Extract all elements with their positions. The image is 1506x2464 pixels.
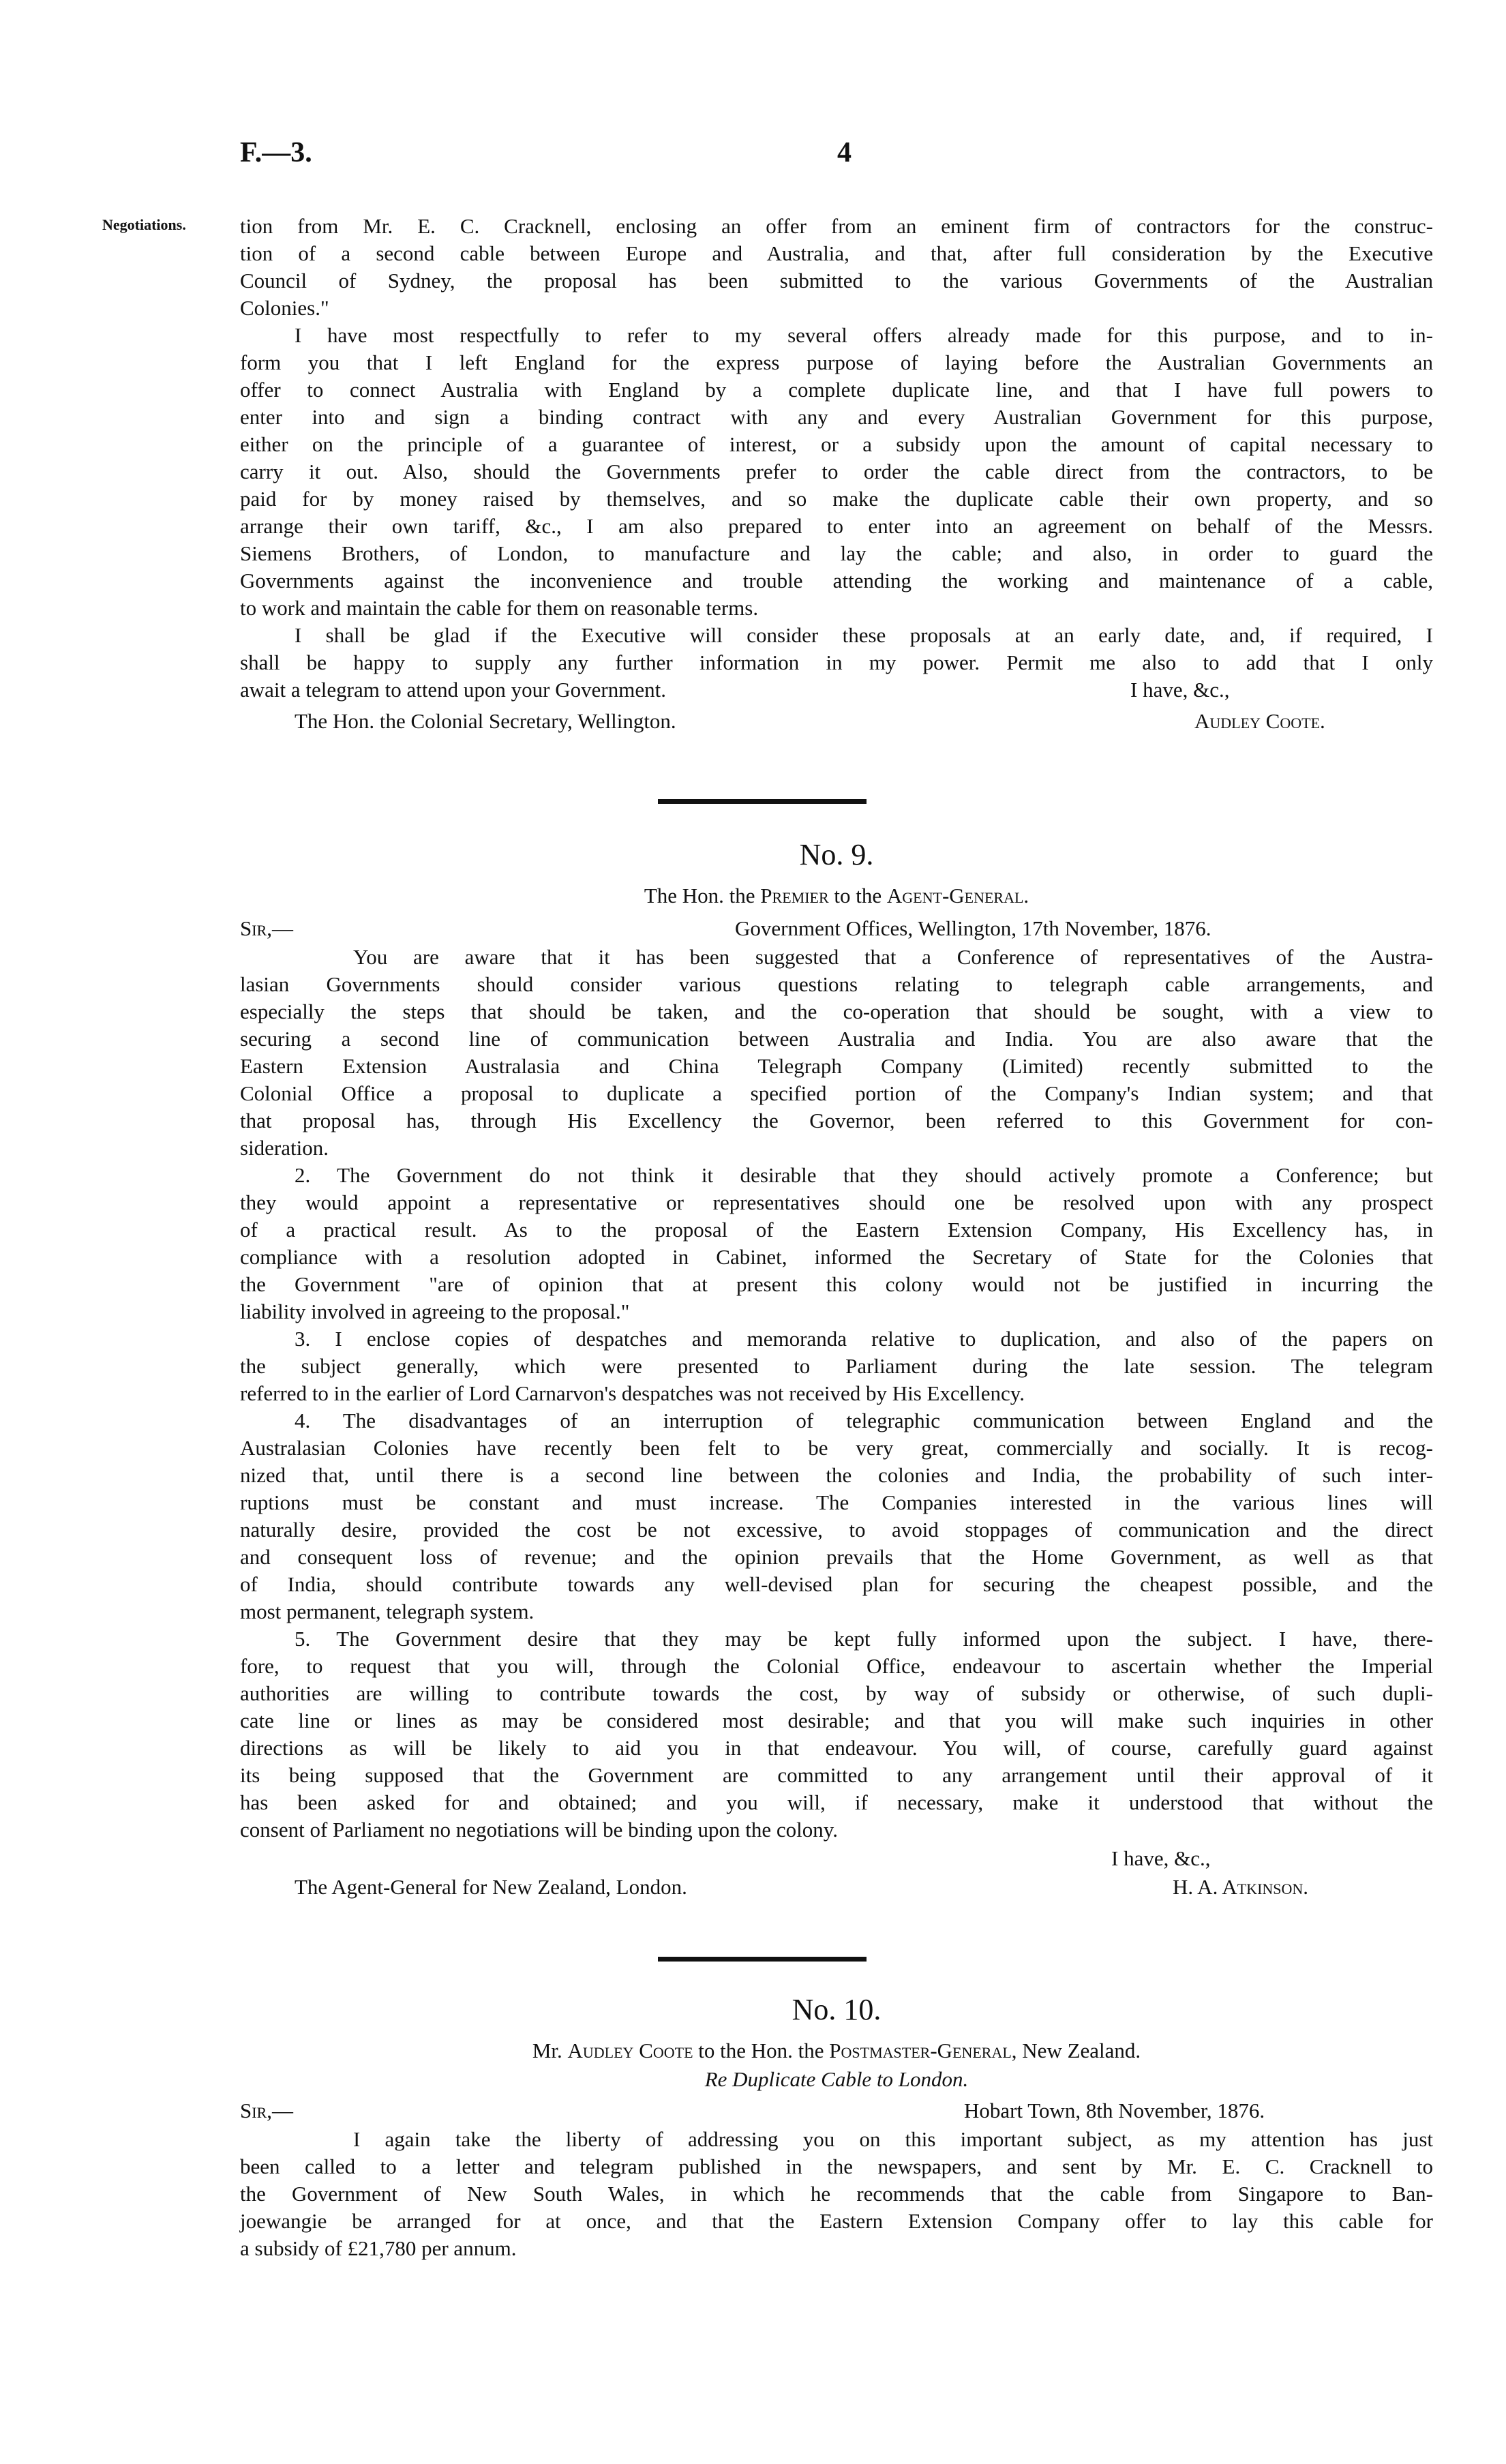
subheading-text: New Zealand.: [1022, 2039, 1141, 2062]
section-divider: [658, 799, 867, 804]
body-line: of India, should contribute towards any well-devised plan for securing the cheapest possible, and the: [240, 1572, 1433, 1596]
body-line: the subject generally, which were presented to Parliament during the late session. The telegram: [240, 1354, 1433, 1378]
body-line: authorities are willing to contribute towards the cost, by way of subsidy or otherwise, of such dupli-: [240, 1681, 1433, 1705]
body-line: been called to a letter and telegram published in the newspapers, and sent by Mr. E. C. Cracknell to: [240, 2154, 1433, 2178]
recipient-title: Postmaster-General,: [829, 2039, 1017, 2062]
salutation: Sir,—: [240, 2099, 293, 2122]
body-line: the Government of New South Wales, in which he recommends that the cable from Singapore to Ban-: [240, 2182, 1433, 2206]
body-line: of a practical result. As to the proposal of the Eastern Extension Company, His Excellency has, in: [240, 1218, 1433, 1242]
body-line: ruptions must be constant and must increase. The Companies interested in the various lines will: [240, 1490, 1433, 1514]
body-line: offer to connect Australia with England by a complete duplicate line, and that I have full powers to: [240, 378, 1433, 402]
body-line: most permanent, telegraph system.: [240, 1599, 534, 1623]
signature: H. A. Atkinson.: [1173, 1875, 1309, 1899]
addressee: The Agent-General for New Zealand, London.: [295, 1875, 687, 1899]
body-line: cate line or lines as may be considered most desirable; and that you will make such inquiries in other: [240, 1709, 1433, 1732]
body-line: especially the steps that should be taken, and the co-operation that should be sought, with a view to: [240, 1000, 1433, 1023]
body-line: 4. The disadvantages of an interruption of telegraphic communication between England and the: [295, 1409, 1433, 1432]
body-line: liability involved in agreeing to the proposal.": [240, 1299, 630, 1323]
subheading-text: The Hon. the: [644, 884, 755, 907]
body-line: 2. The Government do not think it desirable that they should actively promote a Conference; but: [295, 1163, 1433, 1187]
body-line: Australasian Colonies have recently been felt to be very great, commercially and socially. It is recog-: [240, 1436, 1433, 1460]
letter-number-heading: No. 10.: [792, 1993, 882, 2026]
letter-number-heading: No. 9.: [799, 838, 874, 871]
body-line: directions as will be likely to aid you in that endeavour. You will, of course, carefully guard against: [240, 1736, 1433, 1760]
body-line: Siemens Brothers, of London, to manufacture and lay the cable; and also, in order to guard the: [240, 541, 1433, 565]
body-line: I have most respectfully to refer to my several offers already made for this purpose, and to in-: [295, 323, 1433, 347]
body-line: Colonial Office a proposal to duplicate a specified portion of the Company's Indian system; and that: [240, 1081, 1433, 1105]
body-line: arrange their own tariff, &c., I am also prepared to enter into an agreement on behalf of the Messrs.: [240, 514, 1433, 538]
body-line: 5. The Government desire that they may be kept fully informed upon the subject. I have, there-: [295, 1627, 1433, 1651]
body-line: paid for by money raised by themselves, and so make the duplicate cable their own property, and so: [240, 487, 1433, 511]
body-line: I shall be glad if the Executive will consider these proposals at an early date, and, if required, I: [295, 623, 1433, 647]
body-line: compliance with a resolution adopted in Cabinet, informed the Secretary of State for the Colonies that: [240, 1245, 1433, 1269]
body-line: to work and maintain the cable for them on reasonable terms.: [240, 596, 759, 620]
body-line: enter into and sign a binding contract with any and every Australian Government for this purpose,: [240, 405, 1433, 429]
body-line: a subsidy of £21,780 per annum.: [240, 2236, 517, 2260]
salutation: Sir,—: [240, 916, 293, 940]
sender-name: Audley Coote: [567, 2039, 693, 2062]
body-line: form you that I left England for the express purpose of laying before the Australian Governments an: [240, 350, 1433, 374]
sender-title: Premier: [760, 884, 829, 907]
body-line: consent of Parliament no negotiations will be binding upon the colony.: [240, 1818, 839, 1842]
letter-subheading: [240, 2039, 1433, 2063]
body-line: naturally desire, provided the cost be not excessive, to avoid stoppages of communication and the direct: [240, 1518, 1433, 1542]
letter-subheading: [240, 884, 1433, 908]
body-line: Council of Sydney, the proposal has been submitted to the various Governments of the Australian: [240, 269, 1433, 292]
body-line: its being supposed that the Government are committed to any arrangement until their approval of it: [240, 1763, 1433, 1787]
section-divider: [658, 1957, 867, 1962]
body-line: either on the principle of a guarantee of interest, or a subsidy upon the amount of capital necessary to: [240, 432, 1433, 456]
body-line: that proposal has, through His Excellency the Governor, been referred to this Government for con-: [240, 1109, 1433, 1132]
signature: Audley Coote.: [1194, 709, 1325, 733]
subheading-text: Mr.: [532, 2039, 562, 2062]
body-line: await a telegram to attend upon your Government.: [240, 678, 666, 702]
body-line: fore, to request that you will, through the Colonial Office, endeavour to ascertain whether the Imperial: [240, 1654, 1433, 1678]
body-line: tion of a second cable between Europe and Australia, and that, after full consideration by the Executive: [240, 241, 1433, 265]
body-line: Governments against the inconvenience and trouble attending the working and maintenance of a cable,: [240, 569, 1433, 592]
body-line: referred to in the earlier of Lord Carnarvon's despatches was not received by His Excellency.: [240, 1381, 1025, 1405]
body-line: shall be happy to supply any further information in my power. Permit me also to add that I only: [240, 650, 1433, 674]
body-line: and consequent loss of revenue; and the opinion prevails that the Home Government, as well as that: [240, 1545, 1433, 1569]
closing: I have, &c.,: [1111, 1846, 1211, 1870]
body-line: Eastern Extension Australasia and China Telegraph Company (Limited) recently submitted to the: [240, 1054, 1433, 1078]
body-line: has been asked for and obtained; and you will, if necessary, make it understood that without the: [240, 1790, 1433, 1814]
addressee: The Hon. the Colonial Secretary, Wellington.: [295, 709, 676, 733]
letter-subject: Re Duplicate Cable to London.: [704, 2067, 969, 2091]
body-line: You are aware that it has been suggested that a Conference of representatives of the Austra-: [353, 945, 1433, 969]
body-line: carry it out. Also, should the Governments prefer to order the cable direct from the contractors, to be: [240, 460, 1433, 483]
page-number: 4: [837, 137, 852, 168]
body-line: 3. I enclose copies of despatches and memoranda relative to duplication, and also of the papers on: [295, 1327, 1433, 1351]
subheading-text: to the Hon. the: [698, 2039, 824, 2062]
subheading-text: to the: [834, 884, 882, 907]
body-line: lasian Governments should consider various questions relating to telegraph cable arrangements, and: [240, 972, 1433, 996]
body-line: joewangie be arranged for at once, and that the Eastern Extension Company offer to lay this cable for: [240, 2209, 1433, 2233]
body-line: nized that, until there is a second line between the colonies and India, the probability of such inter-: [240, 1463, 1433, 1487]
body-line: I again take the liberty of addressing you on this important subject, as my attention has just: [353, 2127, 1433, 2151]
body-line: the Government "are of opinion that at present this colony would not be justified in incurring the: [240, 1272, 1433, 1296]
body-line: sideration.: [240, 1136, 329, 1160]
body-line: they would appoint a representative or representatives should one be resolved upon with any prospect: [240, 1190, 1433, 1214]
margin-note: Negotiations.: [102, 216, 186, 233]
page-header-code: F.—3.: [240, 137, 312, 168]
closing: I have, &c.,: [1130, 678, 1230, 702]
recipient-title: Agent-General.: [886, 884, 1029, 907]
body-line: securing a second line of communication between Australia and India. You are also aware that the: [240, 1027, 1433, 1051]
body-line: tion from Mr. E. C. Cracknell, enclosing an offer from an eminent firm of contractors for the construc-: [240, 214, 1433, 238]
body-line: Colonies.": [240, 296, 329, 320]
place-date: Government Offices, Wellington, 17th November, 1876.: [735, 916, 1211, 940]
place-date: Hobart Town, 8th November, 1876.: [964, 2099, 1265, 2122]
